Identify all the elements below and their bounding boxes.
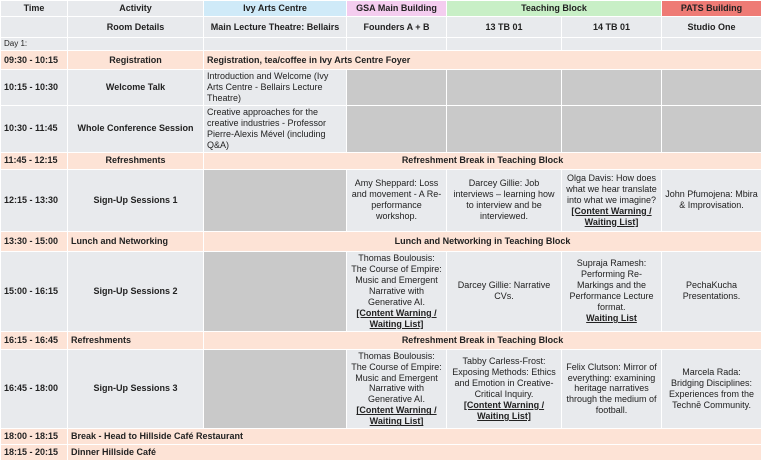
room-details-label: Room Details bbox=[68, 17, 204, 38]
refreshments-detail: Refreshment Break in Teaching Block bbox=[204, 152, 761, 169]
header-gsa-main-building: GSA Main Building bbox=[347, 1, 447, 17]
break-row bbox=[1, 429, 761, 445]
session-title: Supraja Ramesh: Performing Re-Markings and the Performance Lecture format. bbox=[569, 258, 653, 312]
room-tb2: 14 TB 01 bbox=[562, 17, 662, 38]
registration-detail: Registration, tea/coffee in Ivy Arts Centre Foyer bbox=[204, 51, 761, 70]
session-gsa bbox=[347, 349, 447, 429]
signup-3-row bbox=[1, 349, 761, 429]
dinner-detail: Dinner Hillside Café bbox=[68, 445, 761, 461]
header-row bbox=[1, 1, 761, 17]
signup-2-row bbox=[1, 251, 761, 331]
unused-cell bbox=[662, 105, 761, 152]
time-cell: 16:45 - 18:00 bbox=[1, 349, 68, 429]
unused-cell bbox=[447, 70, 562, 106]
time-cell: 13:30 - 15:00 bbox=[1, 231, 68, 251]
waiting-list-link[interactable]: Waiting List bbox=[586, 313, 637, 323]
time-cell: 11:45 - 12:15 bbox=[1, 152, 68, 169]
time-cell: 10:15 - 10:30 bbox=[1, 70, 68, 106]
session-gsa bbox=[347, 251, 447, 331]
session-pats: PechaKucha Presentations. bbox=[662, 251, 761, 331]
room-tb1: 13 TB 01 bbox=[447, 17, 562, 38]
room-details-time-cell bbox=[1, 17, 68, 38]
activity-cell: Sign-Up Sessions 3 bbox=[68, 349, 204, 429]
time-cell: 12:15 - 13:30 bbox=[1, 169, 68, 231]
lunch-row bbox=[1, 231, 761, 251]
unused-cell bbox=[204, 169, 347, 231]
content-warning-link[interactable]: [Content Warning / Waiting List] bbox=[356, 308, 436, 329]
refreshments-row-2 bbox=[1, 331, 761, 349]
conference-ivy-cell: Creative approaches for the creative industries - Professor Pierre-Alexis Mével (including Q&A) bbox=[204, 105, 347, 152]
room-ivy: Main Lecture Theatre: Bellairs bbox=[204, 17, 347, 38]
unused-cell bbox=[204, 251, 347, 331]
unused-cell bbox=[347, 70, 447, 106]
unused-cell bbox=[447, 105, 562, 152]
room-gsa: Founders A + B bbox=[347, 17, 447, 38]
registration-row bbox=[1, 51, 761, 70]
activity-cell: Lunch and Networking bbox=[68, 231, 204, 251]
activity-cell: Refreshments bbox=[68, 331, 204, 349]
day-label: Day 1: bbox=[1, 38, 68, 51]
session-tb2 bbox=[562, 169, 662, 231]
activity-cell: Sign-Up Sessions 1 bbox=[68, 169, 204, 231]
activity-cell: Refreshments bbox=[68, 152, 204, 169]
lunch-detail: Lunch and Networking in Teaching Block bbox=[204, 231, 761, 251]
session-title: Tabby Carless-Frost: Exposing Methods: Ethics and Emotion in Creative-Critical Inquiry. bbox=[452, 356, 556, 399]
break-detail: Break - Head to Hillside Café Restaurant bbox=[68, 429, 761, 445]
welcome-ivy-cell: Introduction and Welcome (Ivy Arts Centre - Bellairs Lecture Theatre) bbox=[204, 70, 347, 106]
activity-cell: Registration bbox=[68, 51, 204, 70]
conference-row bbox=[1, 105, 761, 152]
unused-cell bbox=[562, 70, 662, 106]
activity-cell: Sign-Up Sessions 2 bbox=[68, 251, 204, 331]
time-cell: 18:15 - 20:15 bbox=[1, 445, 68, 461]
session-tb2 bbox=[562, 251, 662, 331]
session-pats: John Pfumojena: Mbira & Improvisation. bbox=[662, 169, 761, 231]
unused-cell bbox=[204, 349, 347, 429]
content-warning-link[interactable]: [Content Warning / Waiting List] bbox=[464, 400, 544, 421]
content-warning-link[interactable]: [Content Warning / Waiting List] bbox=[571, 206, 651, 227]
session-title: Thomas Boulousis: The Course of Empire: Music and Emergent Narrative with Generative AI. bbox=[351, 351, 442, 405]
day-row bbox=[1, 38, 761, 51]
room-details-row bbox=[1, 17, 761, 38]
unused-cell bbox=[347, 105, 447, 152]
room-pats: Studio One bbox=[662, 17, 761, 38]
dinner-row bbox=[1, 445, 761, 461]
welcome-row bbox=[1, 70, 761, 106]
session-pats: Marcela Rada: Bridging Disciplines: Experiences from the Technē Community. bbox=[662, 349, 761, 429]
unused-cell bbox=[662, 70, 761, 106]
refreshments-row-1 bbox=[1, 152, 761, 169]
activity-cell: Welcome Talk bbox=[68, 70, 204, 106]
header-teaching-block: Teaching Block bbox=[447, 1, 662, 17]
signup-1-row bbox=[1, 169, 761, 231]
header-ivy-arts-centre: Ivy Arts Centre bbox=[204, 1, 347, 17]
session-title: Olga Davis: How does what we hear translate into what we imagine? bbox=[566, 173, 657, 205]
content-warning-link[interactable]: [Content Warning / Waiting List] bbox=[356, 405, 436, 426]
time-cell: 10:30 - 11:45 bbox=[1, 105, 68, 152]
refreshments-detail: Refreshment Break in Teaching Block bbox=[204, 331, 761, 349]
time-cell: 18:00 - 18:15 bbox=[1, 429, 68, 445]
session-tb1: Darcey Gillie: Narrative CVs. bbox=[447, 251, 562, 331]
time-cell: 09:30 - 10:15 bbox=[1, 51, 68, 70]
session-tb1 bbox=[447, 349, 562, 429]
header-activity: Activity bbox=[68, 1, 204, 17]
unused-cell bbox=[562, 105, 662, 152]
activity-cell: Whole Conference Session bbox=[68, 105, 204, 152]
time-cell: 15:00 - 16:15 bbox=[1, 251, 68, 331]
session-tb1: Darcey Gillie: Job interviews – learning how to interview and be interviewed. bbox=[447, 169, 562, 231]
session-tb2: Felix Clutson: Mirror of everything: examining heritage narratives through the medium of football. bbox=[562, 349, 662, 429]
session-gsa: Amy Sheppard: Loss and movement - A Re-performance workshop. bbox=[347, 169, 447, 231]
header-pats-building: PATS Building bbox=[662, 1, 761, 17]
session-title: Thomas Boulousis: The Course of Empire: Music and Emergent Narrative with Generative AI. bbox=[351, 253, 442, 307]
time-cell: 16:15 - 16:45 bbox=[1, 331, 68, 349]
header-time: Time bbox=[1, 1, 68, 17]
